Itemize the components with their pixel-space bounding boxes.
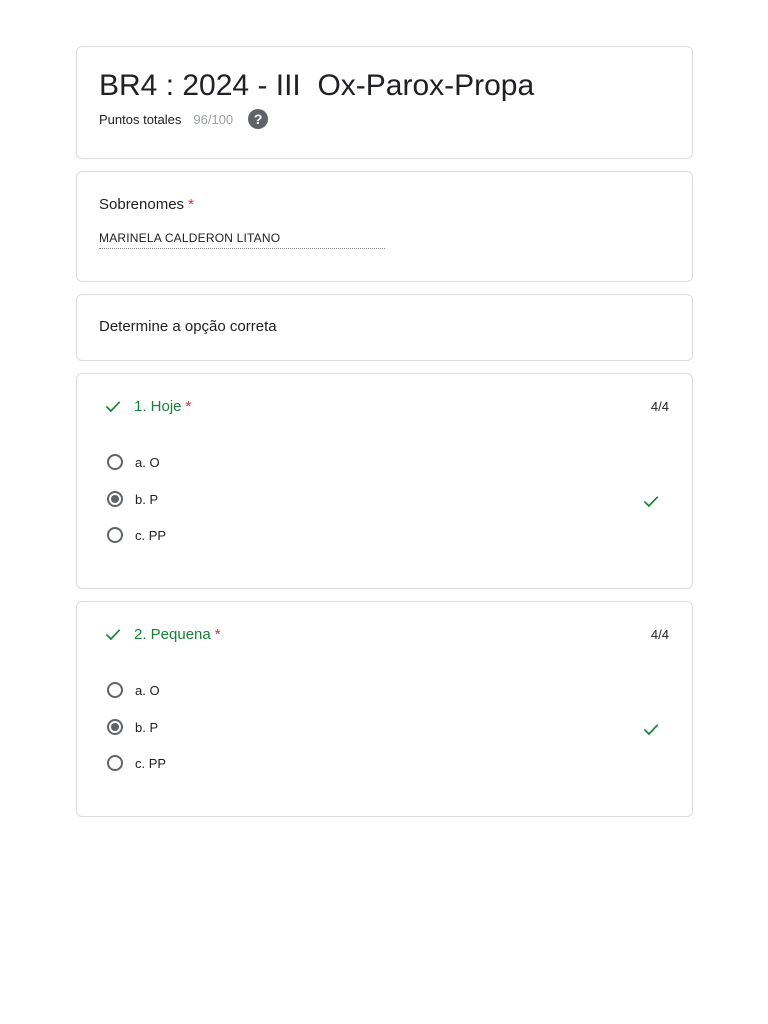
check-icon (641, 491, 661, 511)
question-card-1 (76, 373, 693, 589)
instruction-text: Determine a opção correta (99, 318, 277, 335)
option-b[interactable] (107, 491, 158, 507)
total-points-label: Puntos totales (99, 111, 182, 127)
required-mark: * (214, 625, 221, 643)
radio-button-selected[interactable] (107, 719, 123, 735)
surname-question-card (76, 171, 693, 282)
total-points-row (99, 109, 268, 129)
check-icon (103, 624, 123, 644)
form-title: BR4 : 2024 - III Ox-Parox-Propa (99, 69, 535, 102)
option-b[interactable] (107, 719, 158, 735)
question-title-text: 1. Hoje (134, 397, 182, 415)
question-score: 4/4 (650, 627, 669, 642)
radio-button[interactable] (107, 527, 123, 543)
radio-button-selected[interactable] (107, 491, 123, 507)
question-title-2 (103, 624, 221, 644)
question-card-2 (76, 601, 693, 817)
option-label: b. P (135, 719, 159, 735)
option-label: c. PP (135, 527, 167, 543)
radio-button[interactable] (107, 682, 123, 698)
required-mark: * (188, 196, 194, 213)
surname-answer: MARINELA CALDERON LITANO (99, 231, 385, 249)
help-icon[interactable]: ? (248, 109, 268, 129)
option-label: a. O (135, 454, 160, 470)
option-c[interactable] (107, 755, 166, 771)
total-points-value: 96/100 (193, 111, 234, 127)
option-label: c. PP (135, 755, 167, 771)
check-icon (103, 396, 123, 416)
required-mark: * (185, 397, 192, 415)
option-label: a. O (135, 682, 160, 698)
option-a[interactable] (107, 454, 160, 470)
option-c[interactable] (107, 527, 166, 543)
option-a[interactable] (107, 682, 160, 698)
surname-label-text: Sobrenomes (99, 196, 185, 213)
question-title-text: 2. Pequena (134, 625, 211, 643)
form-header-card (76, 46, 693, 159)
question-title-1 (103, 396, 191, 416)
instruction-card (76, 294, 693, 361)
question-score: 4/4 (650, 399, 669, 414)
surname-label (99, 196, 194, 213)
radio-button[interactable] (107, 454, 123, 470)
check-icon (641, 719, 661, 739)
option-label: b. P (135, 491, 159, 507)
radio-button[interactable] (107, 755, 123, 771)
